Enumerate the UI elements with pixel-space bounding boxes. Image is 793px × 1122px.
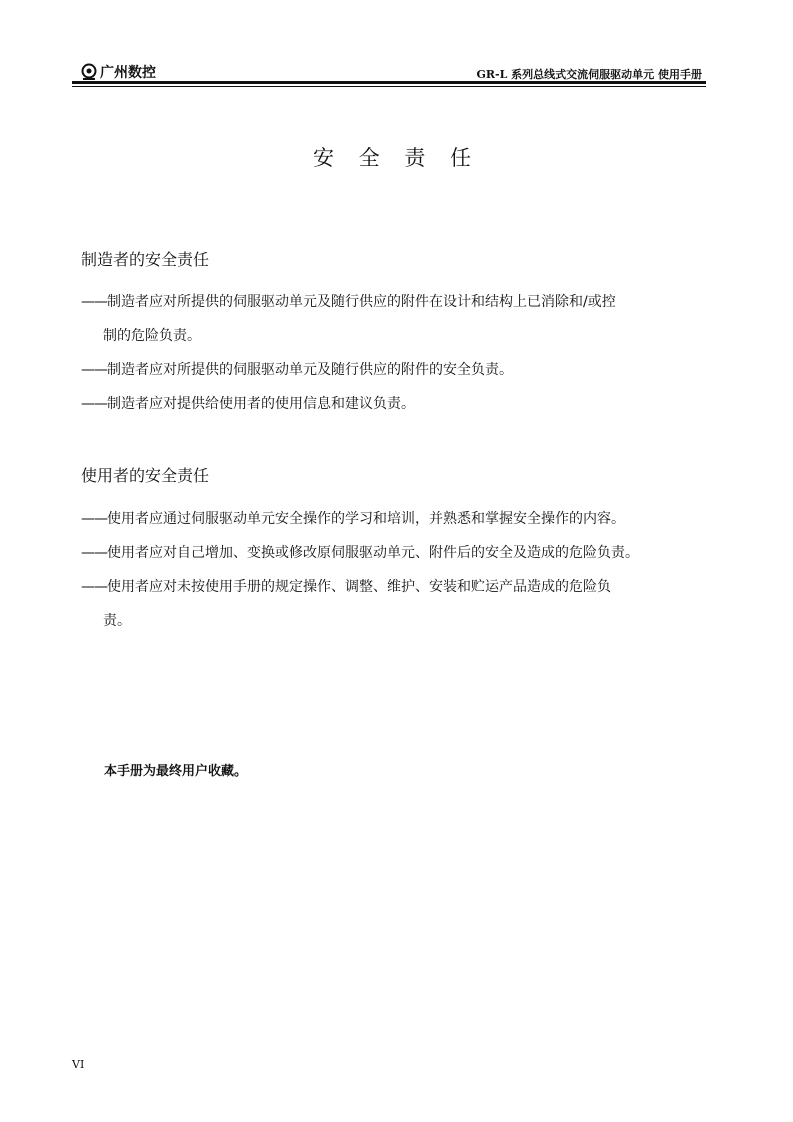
page-title: 安 全 责 任 [312,146,481,170]
item-text: 使用者应对未按使用手册的规定操作、调整、维护、安装和贮运产品造成的危险负 [107,579,611,595]
item-text: 制造者应对提供给使用者的使用信息和建议负责。 [107,396,415,412]
item-text: 使用者应对自己增加、变换或修改原伺服驱动单元、附件后的安全及造成的危险负责。 [107,545,639,561]
em-dash: —— [81,511,107,527]
logo-text: 广州数控 [100,65,156,81]
section-heading-manufacturer: 制造者的安全责任 [81,250,210,269]
item-text-continued: 责。 [103,613,131,629]
page-number: VI [72,1058,85,1071]
section-heading-user: 使用者的安全责任 [81,466,210,485]
item-text: 制造者应对所提供的伺服驱动单元及随行供应的附件在设计和结构上已消除和/或控 [107,294,616,310]
em-dash: —— [81,579,107,595]
end-user-note: 本手册为最终用户收藏。 [104,764,248,779]
list-item [81,536,711,570]
em-dash: —— [81,545,107,561]
page-header [72,58,706,88]
gsk-logo-icon [80,63,98,81]
list-item [81,353,711,387]
item-text: 使用者应通过伺服驱动单元安全操作的学习和培训，并熟悉和掌握安全操作的内容。 [107,511,625,527]
item-text: 制造者应对所提供的伺服驱动单元及随行供应的附件的安全负责。 [107,362,513,378]
gsk-logo [80,62,156,82]
em-dash: —— [81,294,107,310]
header-rule-thin [72,86,706,87]
item-text-continued: 制的危险负责。 [103,328,201,344]
list-item [81,570,711,638]
header-rule-thick [72,81,706,84]
em-dash: —— [81,396,107,412]
manual-title: GR-L 系列总线式交流伺服驱动单元 使用手册 [476,68,702,81]
em-dash: —— [81,362,107,378]
list-item [81,502,711,536]
list-item [81,285,711,353]
list-item [81,387,711,421]
